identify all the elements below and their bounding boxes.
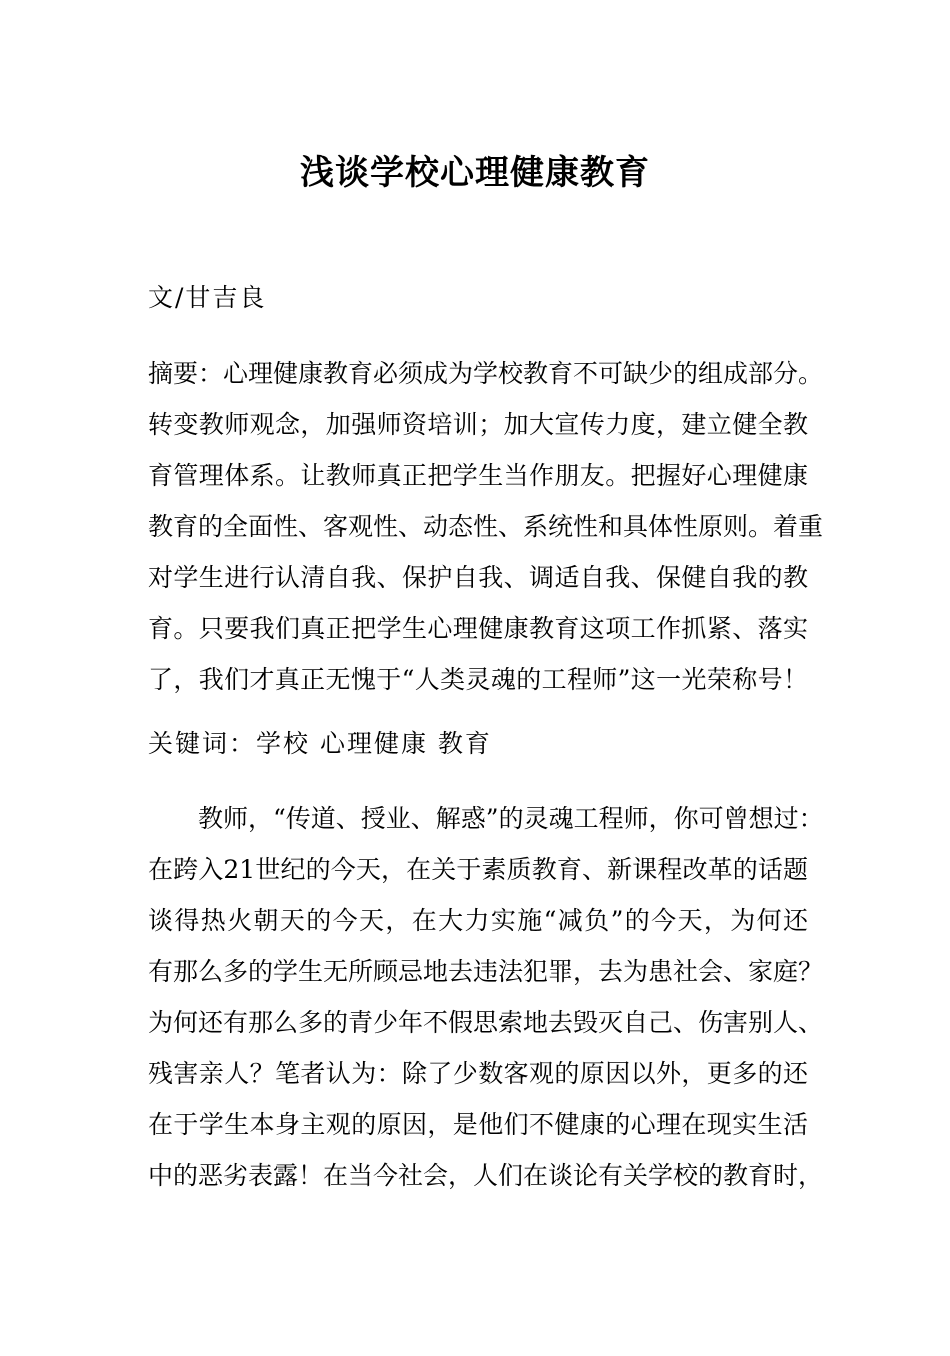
abstract-line: 教育的全面性、客观性、动态性、系统性和具体性原则。着重	[148, 512, 824, 541]
abstract-line: 转变教师观念，加强师资培训；加大宣传力度，建立健全教	[148, 410, 808, 439]
body-line: 在于学生本身主观的原因，是他们不健康的心理在现实生活	[148, 1110, 808, 1139]
body-line: 在跨入21世纪的今天，在关于素质教育、新课程改革的话题	[148, 855, 808, 884]
abstract-line: 摘要：心理健康教育必须成为学校教育不可缺少的组成部分。	[148, 359, 824, 388]
body-line: 为何还有那么多的青少年不假思索地去毁灭自己、伤害别人、	[148, 1008, 824, 1037]
abstract-line: 对学生进行认清自我、保护自我、调适自我、保健自我的教	[148, 563, 808, 592]
abstract-line: 了，我们才真正无愧于“人类灵魂的工程师”这一光荣称号！	[148, 665, 808, 694]
body-line: 有那么多的学生无所顾忌地去违法犯罪，去为患社会、家庭？	[148, 957, 824, 986]
abstract-line: 育。只要我们真正把学生心理健康教育这项工作抓紧、落实	[148, 614, 808, 643]
body-line: 教师，“传道、授业、解惑”的灵魂工程师，你可曾想过：	[148, 804, 824, 833]
document-title: 浅谈学校心理健康教育	[300, 153, 650, 193]
abstract-line: 育管理体系。让教师真正把学生当作朋友。把握好心理健康	[148, 461, 808, 490]
author-line: 文/甘吉良	[148, 283, 267, 312]
keywords-line: 关键词：学校 心理健康 教育	[148, 729, 492, 758]
body-line: 谈得热火朝天的今天，在大力实施“减负”的今天，为何还	[148, 906, 808, 935]
body-line: 中的恶劣表露！在当今社会，人们在谈论有关学校的教育时，	[148, 1161, 824, 1190]
body-line: 残害亲人？笔者认为：除了少数客观的原因以外，更多的还	[148, 1059, 808, 1088]
